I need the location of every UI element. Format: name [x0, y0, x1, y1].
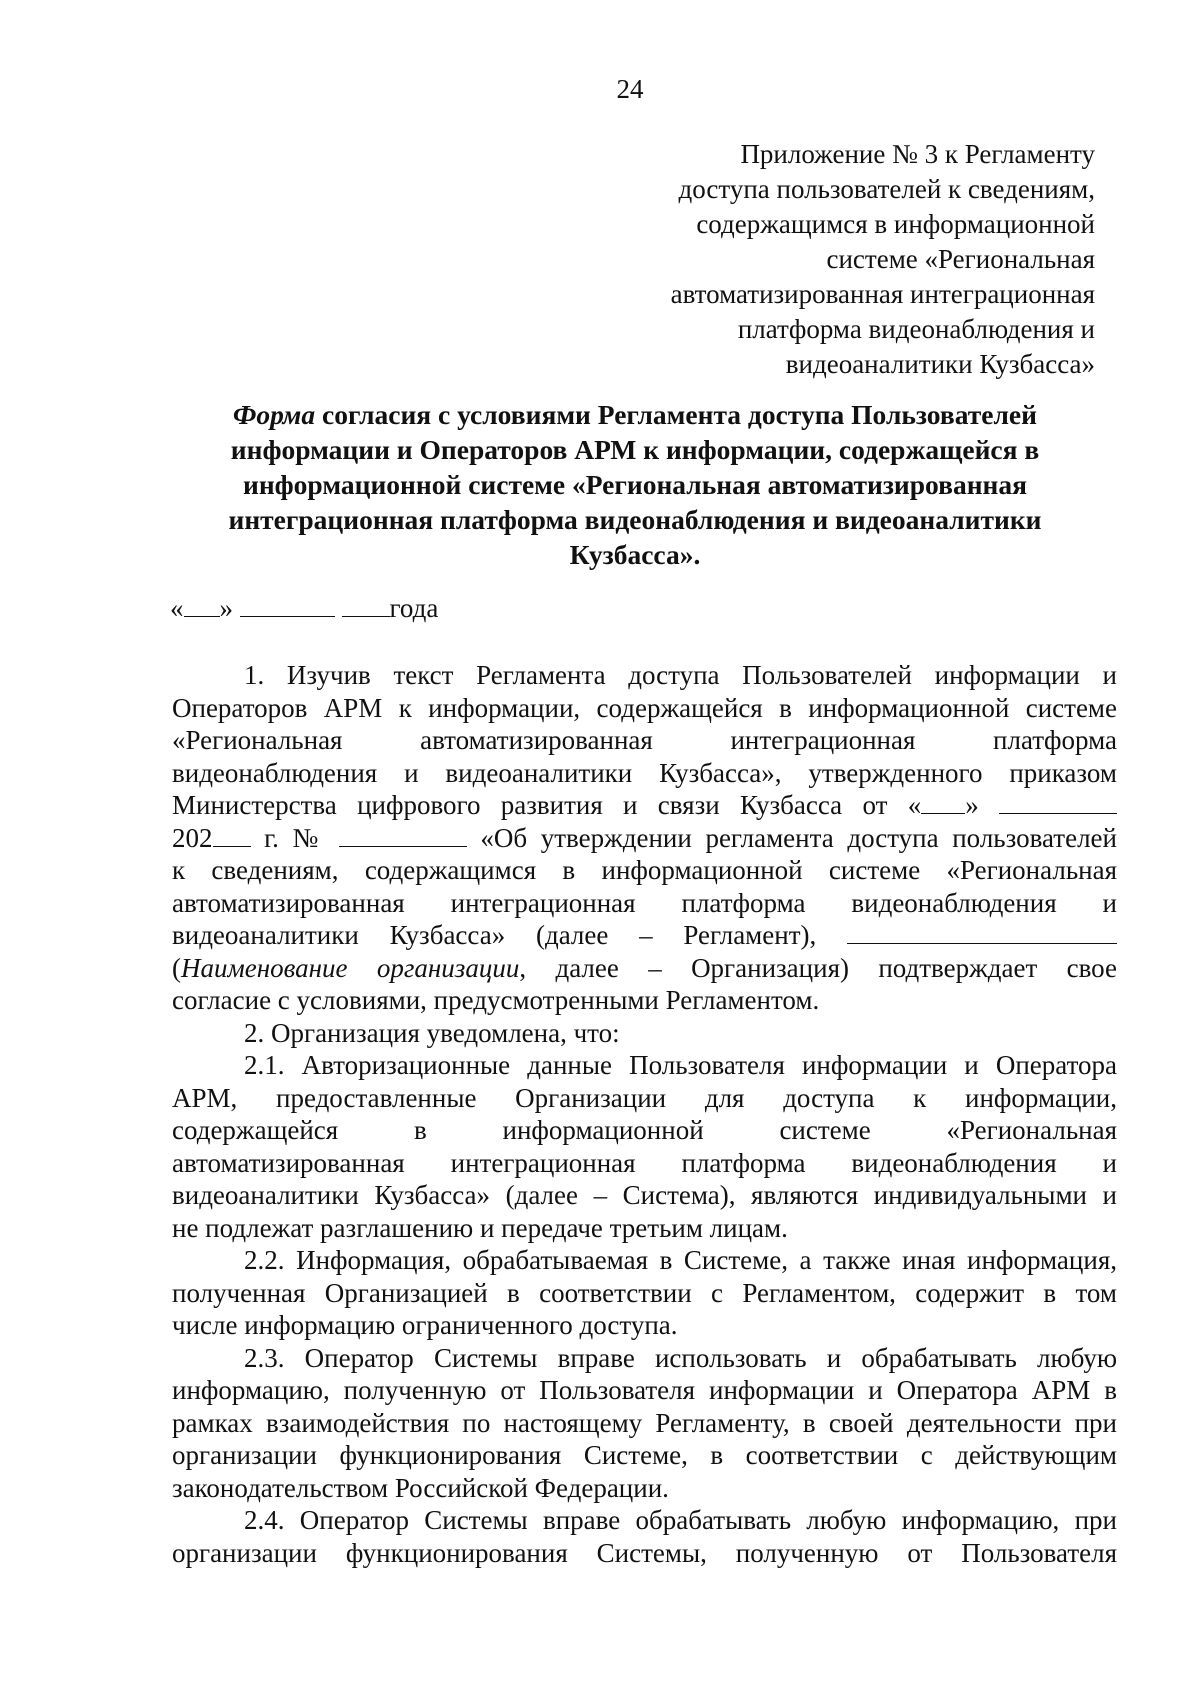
text-line: организации функционирования Системе, в соответствии с действующим	[172, 1440, 1117, 1470]
text-line: согласие с условиями, предусмотренными Регламентом.	[172, 985, 820, 1015]
year-blank	[342, 592, 390, 617]
text-line: не подлежат разглашению и передаче третьим лицам.	[172, 1212, 788, 1243]
text-line	[172, 789, 1117, 822]
order-number-blank	[339, 822, 467, 847]
text-line: информацию, полученную от Пользователя информации и Оператора АРМ в	[172, 1375, 1117, 1405]
text-line: 2.1. Авторизационные данные Пользователя информации и Оператора	[244, 1050, 1117, 1080]
paren-open: (	[172, 952, 181, 983]
text-line: 2.4. Оператор Системы вправе обрабатывать любую информацию, при	[244, 1505, 1117, 1535]
form-title-line: информационной системе «Региональная автоматизированная	[242, 469, 1028, 500]
order-date-close-quote: »	[965, 790, 979, 820]
text-line	[172, 952, 1117, 985]
form-title-line	[195, 397, 1075, 432]
organization-name-caption: Наименование организации	[181, 952, 520, 983]
appendix-line: содержащимся в информационной	[696, 209, 1095, 239]
date-line	[170, 591, 438, 626]
appendix-line: автоматизированная интеграционная	[670, 279, 1095, 309]
appendix-line: платформа видеонаблюдения и	[737, 314, 1095, 344]
form-title	[195, 397, 1075, 572]
text-line: полученная Организацией в соответствии с Регламентом, содержит в том	[172, 1277, 1117, 1308]
word: автоматизированная	[420, 725, 653, 755]
date-open-quote: «	[170, 593, 184, 623]
text-line: 2. Организация уведомлена, что:	[244, 1017, 620, 1048]
text-line: законодательством Российской Федерации.	[172, 1472, 669, 1503]
text-line: видеоаналитики Кузбасса» (далее – Система), являются индивидуальными и	[172, 1180, 1117, 1210]
form-title-line: Кузбасса».	[569, 539, 701, 570]
text-line: 2.3. Оператор Системы вправе использовать и обрабатывать любую	[244, 1342, 1117, 1373]
organization-name-blank	[847, 919, 1117, 944]
form-title-line: информации и Операторов АРМ к информации, содержащейся в	[230, 434, 1040, 465]
text-line: к сведениям, содержащимся в информационной системе «Региональная	[172, 855, 1117, 885]
form-title-line: интеграционная платформа видеонаблюдения и видеоаналитики	[228, 504, 1042, 535]
consent-text: , далее – Организация) подтверждает свое	[519, 952, 1117, 983]
text-line: числе информацию ограниченного доступа.	[172, 1310, 678, 1340]
order-day-blank	[921, 789, 965, 814]
text-line	[172, 919, 1117, 952]
text-line: содержащейся в информационной системе «Региональная	[172, 1115, 1117, 1145]
year-word: года	[389, 593, 439, 623]
text-line: 1. Изучив текст Регламента доступа Пользователей информации и	[244, 660, 1117, 690]
order-number-label: г. №	[250, 822, 339, 853]
appendix-line: доступа пользователей к сведениям,	[678, 174, 1095, 204]
text-line: АРМ, предоставленные Организации для доступа к информации,	[172, 1082, 1117, 1113]
order-year-blank	[213, 822, 251, 847]
form-title-italic-word: Форма	[233, 399, 316, 430]
year-prefix: 202	[172, 822, 213, 853]
text-line: Операторов АРМ к информации, содержащейся в информационной системе	[172, 692, 1117, 723]
day-blank	[184, 592, 220, 617]
page-number: 24	[616, 74, 644, 104]
text-line: рамках взаимодействия по настоящему Регламенту, в своей деятельности при	[172, 1407, 1117, 1438]
month-blank	[240, 592, 335, 617]
body-text	[172, 659, 1117, 1569]
appendix-header	[575, 137, 1095, 382]
date-close-quote: »	[219, 593, 233, 623]
regulation-reference: видеоаналитики Кузбасса» (далее – Регламент),	[172, 920, 817, 950]
text-line	[172, 724, 1117, 757]
order-date-text: Министерства цифрового развития и связи Кузбасса от «	[172, 790, 922, 820]
text-line: автоматизированная интеграционная платформа видеонаблюдения и	[172, 887, 1117, 918]
order-title-text: «Об утверждении регламента доступа пользователей	[466, 822, 1117, 853]
word: интеграционная	[730, 725, 916, 755]
text-line: автоматизированная интеграционная платформа видеонаблюдения и	[172, 1147, 1117, 1178]
appendix-line: Приложение № 3 к Регламенту	[740, 139, 1095, 169]
form-title-line1-rest: согласия с условиями Регламента доступа Пользователей	[315, 399, 1037, 430]
word: «Региональная	[172, 725, 343, 755]
appendix-line: видеоаналитики Кузбасса»	[785, 349, 1095, 379]
appendix-line: системе «Региональная	[826, 244, 1095, 274]
word: платформа	[993, 725, 1118, 755]
text-line	[172, 822, 1117, 855]
text-line: видеонаблюдения и видеоаналитики Кузбасса», утвержденного приказом	[172, 757, 1117, 788]
text-line: 2.2. Информация, обрабатываемая в Системе, а также иная информация,	[244, 1245, 1117, 1275]
order-month-blank	[999, 789, 1117, 814]
text-line: организации функционирования Системы, полученную от Пользователя	[172, 1537, 1117, 1568]
